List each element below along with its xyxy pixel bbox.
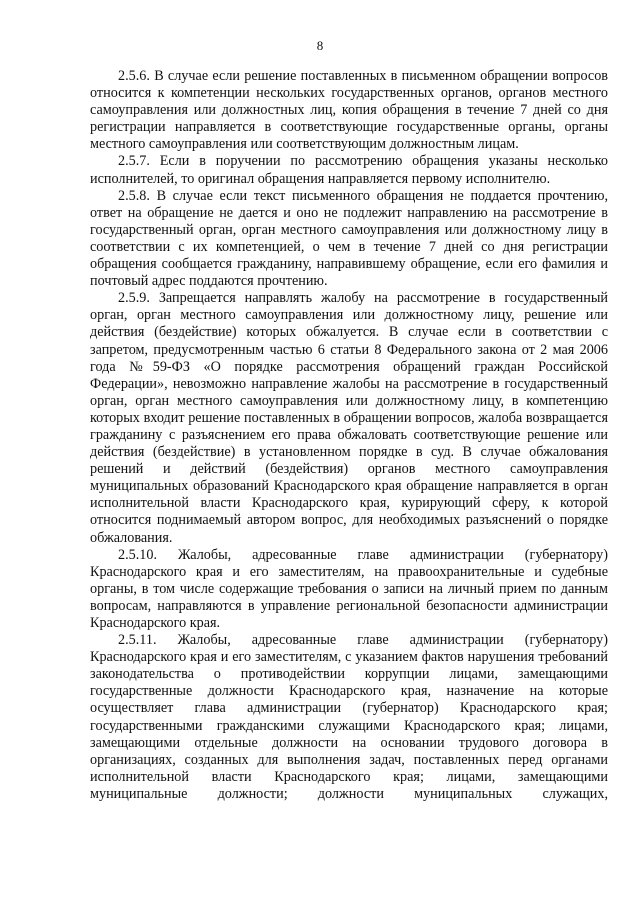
paragraph-2-5-6: 2.5.6. В случае если решение поставленных в письменном обращении вопросов относится к компетенции нескольких государственных органов, органов местного самоуправления или должностных лиц, копия обращения в течение 7 дней со дня регистрации направляется в соответствующие государственные органы, органы местного самоуправления или соответствующим должностным лицам. xyxy=(90,68,608,153)
paragraph-2-5-11: 2.5.11. Жалобы, адресованные главе администрации (губернатору) Краснодарского края и его заместителям, с указанием фактов нарушения требований законодательства о противодействии коррупции лицами, замещающими государственные должности Краснодарского края, назначение на которые осуществляет глава администрации (губернатор) Краснодарского края; государственными гражданскими служащими Краснодарского края; лицами, замещающими отдельные должности на основании трудового договора в организациях, созданных для выполнения задач, поставленных перед органами исполнительной власти Краснодарского края; лицами, замещающими муниципальные должности; должности муниципальных служащих, xyxy=(90,632,608,802)
paragraph-2-5-10: 2.5.10. Жалобы, адресованные главе администрации (губернатору) Краснодарского края и его заместителям, на правоохранительные и судебные органы, в том числе содержащие требования о записи на личный прием по данным вопросам, направляются в управление региональной безопасности администрации Краснодарского края. xyxy=(90,546,608,631)
paragraph-2-5-9: 2.5.9. Запрещается направлять жалобу на рассмотрение в государственный орган, орган местного самоуправления или должностному лицу, решение или действия (бездействие) которых обжалуется. В случае если в соответствии с запретом, предусмотренным частью 6 статьи 8 Федерального закона от 2 мая 2006 года №59-ФЗ «О порядке рассмотрения обращений граждан Российской Федерации», невозможно направление жалобы на рассмотрение в государственный орган, орган местного самоуправления или должностному лицу, в компетенцию которых входит решение поставленных в обращении вопросов, жалоба возвращается гражданину с разъяснением его права обжаловать соответствующие решение или действия (бездействие) в установленном порядке в суд. В случае обжалования решений и действий (бездействия) органов местного самоуправления муниципальных образований Краснодарского края обращение направляется в орган исполнительной власти Краснодарского края, курирующий сферу, к которой относится поднимаемый автором вопрос, для необходимых разъяснений о порядке обжалования. xyxy=(90,290,608,546)
paragraph-2-5-7: 2.5.7. Если в поручении по рассмотрению обращения указаны несколько исполнителей, то оригинал обращения направляется первому исполнителю. xyxy=(90,153,608,187)
document-body xyxy=(90,68,608,803)
paragraph-2-5-8: 2.5.8. В случае если текст письменного обращения не поддается прочтению, ответ на обращение не дается и оно не подлежит направлению на рассмотрение в государственный орган, орган местного самоуправления или должностному лицу в соответствии с их компетенцией, о чем в течение 7 дней со дня регистрации обращения сообщается гражданину, направившему обращение, если его фамилия и почтовый адрес поддаются прочтению. xyxy=(90,187,608,290)
page-number: 8 xyxy=(316,38,324,53)
